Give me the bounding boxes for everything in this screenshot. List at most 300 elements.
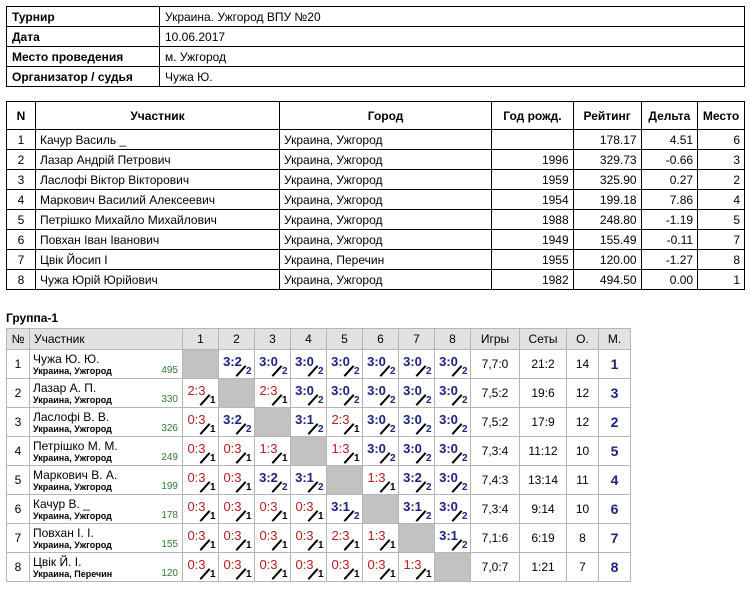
match-score: 0:3 [259, 557, 278, 572]
participant-city: Украина, Перечин [280, 250, 492, 270]
match-result [256, 350, 290, 378]
match-result [292, 379, 326, 407]
match-result [400, 350, 434, 378]
match-points: 1 [209, 453, 216, 464]
self-match-cell [435, 553, 471, 582]
match-score: 3:0 [439, 383, 458, 398]
match-score: 3:0 [439, 470, 458, 485]
match-score: 3:0 [259, 354, 278, 369]
self-match-cell [327, 466, 363, 495]
match-points: 1 [425, 569, 432, 580]
player-city: Украина, Ужгород [33, 510, 112, 521]
participant-city: Украина, Ужгород [280, 170, 492, 190]
match-result [184, 379, 218, 407]
column-header: Дельта [641, 102, 697, 130]
match-score: 0:3 [187, 412, 206, 427]
column-header: Год рожд. [492, 102, 574, 130]
match-points: 2 [281, 366, 288, 377]
match-points: 2 [425, 366, 432, 377]
player-rating: 155 [161, 539, 178, 550]
match-result-cell [363, 350, 399, 379]
tournament-info-table [6, 6, 745, 87]
match-score: 0:3 [223, 441, 242, 456]
points-cell: 10 [567, 495, 599, 524]
sets-cell: 13:14 [520, 466, 567, 495]
match-result-cell [255, 553, 291, 582]
match-points: 1 [209, 540, 216, 551]
player-rating: 120 [161, 568, 178, 579]
participant-row [7, 190, 745, 210]
match-points: 1 [353, 540, 360, 551]
match-points: 1 [353, 453, 360, 464]
match-points: 2 [461, 482, 468, 493]
row-number: 4 [7, 437, 30, 466]
info-label: Турнир [7, 7, 160, 27]
player-city: Украина, Ужгород [33, 394, 112, 405]
match-points: 2 [317, 395, 324, 406]
match-result [220, 524, 254, 552]
match-score: 3:0 [403, 441, 422, 456]
row-number: 1 [7, 350, 30, 379]
crosstable-column-header: 2 [219, 329, 255, 350]
crosstable-row [7, 350, 631, 379]
match-points: 1 [281, 511, 288, 522]
info-label: Организатор / судья [7, 67, 160, 87]
match-result [256, 495, 290, 523]
match-points: 2 [461, 424, 468, 435]
crosstable-column-header: О. [567, 329, 599, 350]
participant-city: Украина, Ужгород [280, 130, 492, 150]
crosstable-row [7, 524, 631, 553]
sets-cell: 19:6 [520, 379, 567, 408]
player-cell [30, 350, 183, 379]
row-number: 3 [7, 408, 30, 437]
match-result-cell [327, 379, 363, 408]
match-score: 0:3 [187, 528, 206, 543]
crosstable-row [7, 495, 631, 524]
participant-delta: -1.19 [641, 210, 697, 230]
sets-cell: 9:14 [520, 495, 567, 524]
match-points: 1 [245, 453, 252, 464]
match-result [328, 408, 362, 436]
player-name: Петрішко М. М. [33, 438, 118, 453]
match-result-cell [327, 524, 363, 553]
crosstable-column-header: 7 [399, 329, 435, 350]
match-result [364, 524, 398, 552]
match-result-cell [291, 408, 327, 437]
match-result [184, 524, 218, 552]
match-result [328, 350, 362, 378]
match-result-cell [399, 495, 435, 524]
info-row [7, 67, 745, 87]
match-result [328, 553, 362, 581]
games-cell: 7,4:3 [471, 466, 520, 495]
match-score: 3:1 [331, 499, 350, 514]
match-result-cell [435, 495, 471, 524]
match-score: 0:3 [295, 557, 314, 572]
participant-rating: 199.18 [573, 190, 641, 210]
player-cell [30, 524, 183, 553]
row-number: 6 [7, 495, 30, 524]
match-score: 0:3 [259, 528, 278, 543]
match-result [436, 350, 470, 378]
match-result-cell [219, 350, 255, 379]
participant-city: Украина, Ужгород [280, 230, 492, 250]
column-header: Место [698, 102, 745, 130]
crosstable-column-header: 6 [363, 329, 399, 350]
match-result-cell [399, 437, 435, 466]
match-points: 2 [461, 511, 468, 522]
crosstable-column-header: М. [599, 329, 631, 350]
games-cell: 7,7:0 [471, 350, 520, 379]
info-value: м. Ужгород [160, 47, 745, 67]
match-score: 0:3 [187, 557, 206, 572]
participant-city: Украина, Ужгород [280, 270, 492, 290]
match-score: 0:3 [295, 499, 314, 514]
match-result [292, 524, 326, 552]
match-score: 3:0 [367, 383, 386, 398]
match-result-cell [399, 379, 435, 408]
participant-year: 1959 [492, 170, 574, 190]
match-score: 3:0 [439, 354, 458, 369]
player-city: Украина, Ужгород [33, 452, 112, 463]
match-points: 2 [245, 424, 252, 435]
participant-row [7, 250, 745, 270]
match-score: 0:3 [223, 470, 242, 485]
match-points: 1 [389, 482, 396, 493]
participant-rating: 155.49 [573, 230, 641, 250]
info-label: Дата [7, 27, 160, 47]
participant-rating: 120.00 [573, 250, 641, 270]
column-header: N [7, 102, 36, 130]
group-title: Группа-1 [6, 311, 59, 325]
crosstable-column-header: 3 [255, 329, 291, 350]
place-cell: 1 [599, 350, 631, 379]
points-cell: 8 [567, 524, 599, 553]
match-result [292, 408, 326, 436]
participant-place: 8 [698, 250, 745, 270]
match-score: 3:0 [403, 354, 422, 369]
match-points: 1 [389, 569, 396, 580]
match-result-cell [255, 350, 291, 379]
match-score: 3:0 [439, 412, 458, 427]
crosstable-column-header: 5 [327, 329, 363, 350]
match-score: 3:0 [367, 354, 386, 369]
match-result-cell [219, 408, 255, 437]
participant-year: 1954 [492, 190, 574, 210]
match-points: 2 [245, 366, 252, 377]
match-score: 3:1 [295, 412, 314, 427]
place-cell: 5 [599, 437, 631, 466]
match-result [364, 350, 398, 378]
participant-delta: 0.00 [641, 270, 697, 290]
match-score: 2:3 [259, 383, 278, 398]
match-score: 3:0 [403, 412, 422, 427]
match-result-cell [291, 524, 327, 553]
match-score: 0:3 [259, 499, 278, 514]
participant-city: Украина, Ужгород [280, 210, 492, 230]
match-result-cell [363, 408, 399, 437]
match-points: 2 [389, 424, 396, 435]
place-cell: 6 [599, 495, 631, 524]
match-score: 0:3 [223, 528, 242, 543]
participant-n: 7 [7, 250, 36, 270]
place-cell: 4 [599, 466, 631, 495]
match-result [400, 408, 434, 436]
match-result-cell [219, 495, 255, 524]
match-points: 2 [317, 482, 324, 493]
participant-place: 4 [698, 190, 745, 210]
match-result [400, 379, 434, 407]
match-points: 2 [461, 366, 468, 377]
match-score: 0:3 [187, 470, 206, 485]
participant-delta: 0.27 [641, 170, 697, 190]
match-result [400, 553, 434, 581]
games-cell: 7,1:6 [471, 524, 520, 553]
participant-name: Ласлофі Віктор Вікторович [35, 170, 279, 190]
match-result-cell [291, 350, 327, 379]
match-points: 2 [425, 453, 432, 464]
participant-name: Лазар Андрій Петрович [35, 150, 279, 170]
place-cell: 7 [599, 524, 631, 553]
participant-n: 8 [7, 270, 36, 290]
participant-n: 5 [7, 210, 36, 230]
match-points: 1 [389, 540, 396, 551]
match-score: 0:3 [367, 557, 386, 572]
crosstable-row [7, 553, 631, 582]
match-result [184, 466, 218, 494]
self-match-cell [255, 408, 291, 437]
info-row [7, 47, 745, 67]
match-result [256, 524, 290, 552]
match-result-cell [183, 495, 219, 524]
match-result-cell [363, 437, 399, 466]
match-points: 1 [209, 569, 216, 580]
match-score: 1:3 [367, 528, 386, 543]
sets-cell: 11:12 [520, 437, 567, 466]
match-points: 2 [461, 453, 468, 464]
match-result [328, 495, 362, 523]
match-points: 2 [425, 424, 432, 435]
match-result [220, 553, 254, 581]
games-cell: 7,5:2 [471, 408, 520, 437]
match-result [436, 379, 470, 407]
match-score: 3:2 [403, 470, 422, 485]
participant-rating: 329.73 [573, 150, 641, 170]
crosstable-column-header: 8 [435, 329, 471, 350]
match-points: 1 [281, 569, 288, 580]
info-row [7, 27, 745, 47]
player-cell [30, 553, 183, 582]
match-result [436, 437, 470, 465]
match-result [220, 466, 254, 494]
match-score: 3:1 [403, 499, 422, 514]
place-cell: 8 [599, 553, 631, 582]
match-score: 1:3 [403, 557, 422, 572]
participant-place: 1 [698, 270, 745, 290]
match-points: 2 [353, 511, 360, 522]
match-result-cell [435, 350, 471, 379]
match-result-cell [399, 408, 435, 437]
match-result-cell [399, 350, 435, 379]
row-number: 2 [7, 379, 30, 408]
match-result-cell [255, 524, 291, 553]
participants-table [6, 101, 745, 290]
match-score: 2:3 [187, 383, 206, 398]
match-result [184, 437, 218, 465]
match-result-cell [219, 553, 255, 582]
match-points: 2 [461, 540, 468, 551]
row-number: 7 [7, 524, 30, 553]
player-city: Украина, Ужгород [33, 365, 112, 376]
participant-name: Чужа Юрій Юрійович [35, 270, 279, 290]
match-points: 2 [353, 395, 360, 406]
crosstable-column-header: 1 [183, 329, 219, 350]
player-name: Повхан І. І. [33, 525, 94, 540]
match-score: 3:0 [403, 383, 422, 398]
match-points: 1 [245, 511, 252, 522]
match-result-cell [219, 466, 255, 495]
match-result-cell [255, 379, 291, 408]
match-result-cell [363, 524, 399, 553]
match-result [256, 437, 290, 465]
row-number: 5 [7, 466, 30, 495]
match-result [256, 379, 290, 407]
player-rating: 495 [161, 365, 178, 376]
match-points: 1 [353, 424, 360, 435]
match-result-cell [183, 466, 219, 495]
match-points: 1 [317, 540, 324, 551]
player-city: Украина, Перечин [33, 568, 113, 579]
match-result [184, 495, 218, 523]
match-points: 2 [425, 482, 432, 493]
participant-row [7, 150, 745, 170]
match-score: 0:3 [331, 557, 350, 572]
player-cell [30, 379, 183, 408]
match-score: 3:0 [367, 441, 386, 456]
match-points: 1 [209, 395, 216, 406]
player-cell [30, 466, 183, 495]
player-city: Украина, Ужгород [33, 539, 112, 550]
participant-n: 1 [7, 130, 36, 150]
sets-cell: 21:2 [520, 350, 567, 379]
match-result-cell [327, 350, 363, 379]
player-rating: 330 [161, 394, 178, 405]
participant-row [7, 270, 745, 290]
participant-name: Качур Василь _ [35, 130, 279, 150]
match-points: 1 [245, 569, 252, 580]
participant-year: 1982 [492, 270, 574, 290]
player-name: Маркович В. А. [33, 467, 118, 482]
column-header: Город [280, 102, 492, 130]
self-match-cell [219, 379, 255, 408]
match-result [292, 553, 326, 581]
sets-cell: 1:21 [520, 553, 567, 582]
participant-rating: 325.90 [573, 170, 641, 190]
participant-name: Цвік Йосип І [35, 250, 279, 270]
player-rating: 178 [161, 510, 178, 521]
row-number: 8 [7, 553, 30, 582]
participant-name: Петрішко Михайло Михайлович [35, 210, 279, 230]
match-result [400, 437, 434, 465]
place-cell: 3 [599, 379, 631, 408]
match-result-cell [183, 379, 219, 408]
participant-delta: 4.51 [641, 130, 697, 150]
participant-rating: 248.80 [573, 210, 641, 230]
match-score: 0:3 [223, 557, 242, 572]
participant-n: 6 [7, 230, 36, 250]
participant-n: 4 [7, 190, 36, 210]
match-score: 0:3 [187, 441, 206, 456]
match-result [292, 350, 326, 378]
match-score: 2:3 [331, 528, 350, 543]
match-points: 2 [353, 366, 360, 377]
participant-year: 1996 [492, 150, 574, 170]
match-result-cell [183, 553, 219, 582]
points-cell: 12 [567, 408, 599, 437]
participant-city: Украина, Ужгород [280, 150, 492, 170]
match-points: 1 [353, 569, 360, 580]
participants-header-row [7, 102, 745, 130]
participant-row [7, 210, 745, 230]
match-result-cell [183, 408, 219, 437]
player-name: Лазар А. П. [33, 380, 97, 395]
match-score: 3:0 [331, 354, 350, 369]
info-value: Чужа Ю. [160, 67, 745, 87]
crosstable-row [7, 466, 631, 495]
match-result [436, 524, 470, 552]
match-points: 2 [425, 395, 432, 406]
sets-cell: 17:9 [520, 408, 567, 437]
participant-year: 1949 [492, 230, 574, 250]
match-result-cell [255, 437, 291, 466]
info-label: Место проведения [7, 47, 160, 67]
participant-n: 2 [7, 150, 36, 170]
match-score: 3:2 [223, 354, 242, 369]
match-result-cell [399, 466, 435, 495]
match-result-cell [291, 379, 327, 408]
participant-rating: 178.17 [573, 130, 641, 150]
match-result-cell [399, 553, 435, 582]
match-score: 3:0 [439, 441, 458, 456]
match-score: 0:3 [223, 499, 242, 514]
player-rating: 249 [161, 452, 178, 463]
match-score: 3:0 [331, 383, 350, 398]
match-points: 1 [317, 511, 324, 522]
points-cell: 14 [567, 350, 599, 379]
match-score: 0:3 [295, 528, 314, 543]
match-points: 1 [281, 540, 288, 551]
place-cell: 2 [599, 408, 631, 437]
match-points: 2 [317, 424, 324, 435]
match-result-cell [327, 437, 363, 466]
match-score: 3:1 [439, 528, 458, 543]
match-score: 3:0 [439, 499, 458, 514]
match-result [256, 466, 290, 494]
match-points: 1 [317, 569, 324, 580]
participant-year [492, 130, 574, 150]
player-city: Украина, Ужгород [33, 423, 112, 434]
match-result [364, 553, 398, 581]
match-points: 1 [281, 395, 288, 406]
match-score: 3:0 [295, 354, 314, 369]
participant-year: 1955 [492, 250, 574, 270]
match-result-cell [327, 495, 363, 524]
match-points: 2 [425, 511, 432, 522]
player-cell [30, 408, 183, 437]
match-result-cell [363, 553, 399, 582]
match-result [364, 466, 398, 494]
